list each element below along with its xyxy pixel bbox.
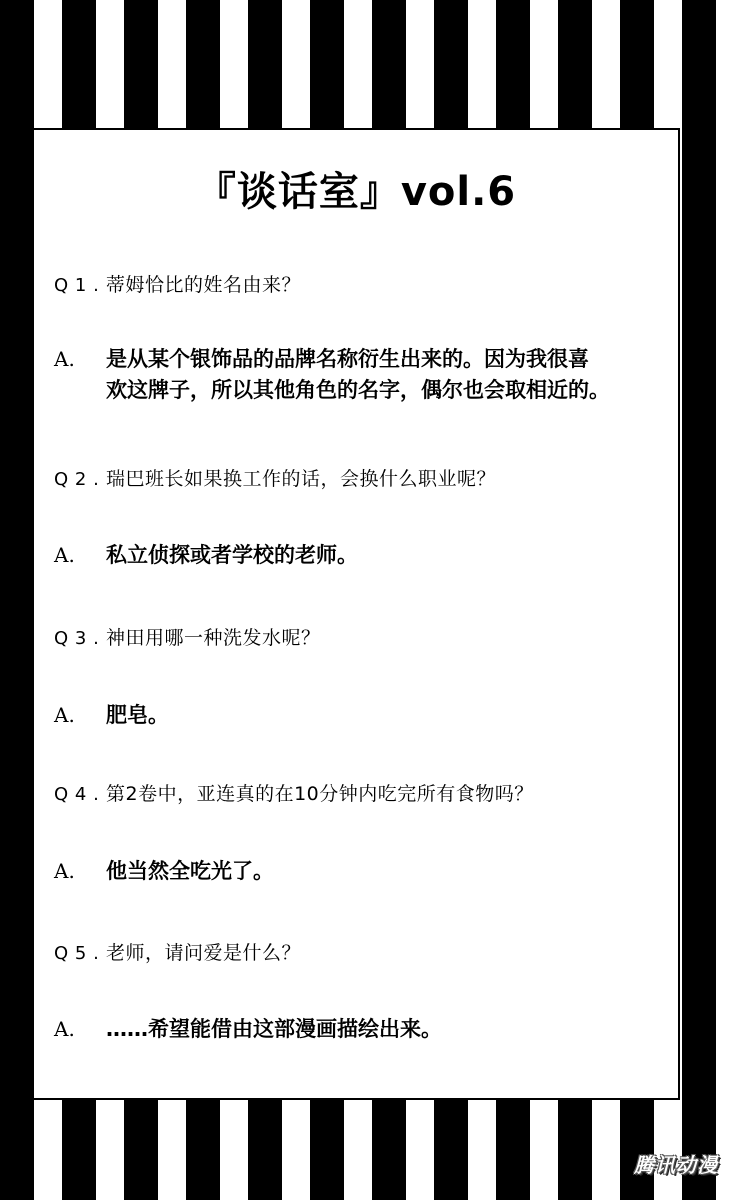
answer-text: 他当然全吃光了。 bbox=[106, 859, 274, 883]
question-number: Q 1 . bbox=[54, 275, 100, 296]
question-5 bbox=[54, 938, 301, 965]
answer-mark: A. bbox=[54, 1017, 75, 1041]
answer-mark: A. bbox=[54, 347, 75, 371]
question-1 bbox=[54, 270, 301, 297]
answer-text: 私立侦探或者学校的老师。 bbox=[106, 543, 358, 567]
answer-text: 是从某个银饰品的品牌名称衍生出来的。因为我很喜 欢这牌子，所以其他角色的名字，偶尔也会取相近的。 bbox=[106, 347, 610, 402]
watermark-logo: 腾讯动漫 bbox=[634, 1153, 718, 1177]
question-text: 蒂姆恰比的姓名由来？ bbox=[106, 274, 302, 296]
question-2 bbox=[54, 464, 496, 491]
question-number: Q 5 . bbox=[54, 943, 100, 964]
page-title: 『谈话室』vol.6 bbox=[195, 169, 517, 215]
question-text: 神田用哪一种洗发水呢？ bbox=[106, 627, 321, 649]
answer-mark: A. bbox=[54, 859, 75, 883]
question-text: 老师，请问爱是什么？ bbox=[106, 942, 302, 964]
question-number: Q 2 . bbox=[54, 469, 100, 490]
question-text: 瑞巴班长如果换工作的话，会换什么职业呢？ bbox=[106, 468, 497, 490]
answer-mark: A. bbox=[54, 703, 75, 727]
question-4 bbox=[54, 779, 534, 806]
question-number: Q 4 . bbox=[54, 784, 100, 805]
answer-text: ……希望能借由这部漫画描绘出来。 bbox=[106, 1017, 442, 1041]
answer-mark: A. bbox=[54, 543, 75, 567]
question-3 bbox=[54, 623, 321, 650]
question-text: 第2卷中，亚连真的在10分钟内吃完所有食物吗？ bbox=[106, 783, 534, 805]
question-number: Q 3 . bbox=[54, 628, 100, 649]
answer-text: 肥皂。 bbox=[106, 703, 169, 727]
